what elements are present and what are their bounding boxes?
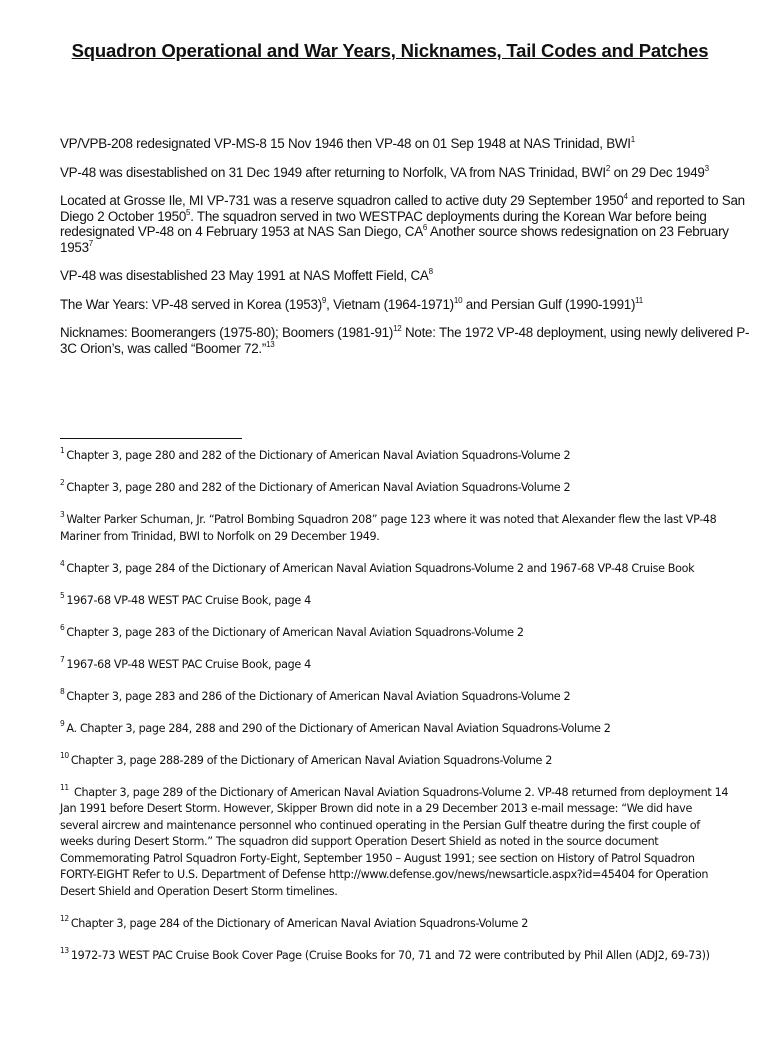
text-run: Another source shows redesignation on 23 February 1953 bbox=[60, 224, 729, 255]
footnote-text: Walter Parker Schuman, Jr. “Patrol Bombing Squadron 208” page 123 where it was noted that Alexander flew the last VP-48 Mariner from Trinidad, BWI to Norfolk on 29 December 1949. bbox=[60, 513, 717, 543]
paragraph-grosse-ile bbox=[60, 193, 750, 255]
text-run: on 29 Dec 1949 bbox=[610, 164, 705, 180]
footnote-ref: 7 bbox=[88, 238, 93, 248]
footnote-ref: 13 bbox=[266, 339, 275, 349]
footnote-text: Chapter 3, page 280 and 282 of the Dictionary of American Naval Aviation Squadrons-Volume 2 bbox=[66, 449, 571, 462]
footnote-text: 1972-73 WEST PAC Cruise Book Cover Page (Cruise Books for 70, 71 and 72 were contributed by Phil Allen (ADJ2, 69-73)) bbox=[70, 948, 710, 962]
footnote-ref: 8 bbox=[428, 267, 433, 276]
footnote-number: 7 bbox=[60, 654, 65, 664]
text-run: VP-48 was disestablished 23 May 1991 at NAS Moffett Field, CA bbox=[60, 268, 429, 283]
footnote-ref: 9 bbox=[321, 295, 327, 305]
footnote-ref: 10 bbox=[453, 295, 463, 305]
text-run: Note: The 1972 VP-48 deployment, using newly delivered P-3C Orion’s, was called “Boomer 72.” bbox=[60, 325, 750, 356]
footnote-divider bbox=[60, 438, 242, 439]
footnote bbox=[60, 686, 730, 706]
footnote bbox=[60, 654, 730, 674]
footnote bbox=[60, 913, 730, 933]
text-run: The War Years: VP-48 served in Korea (1953) bbox=[60, 296, 322, 312]
paragraph-disestablished-1949 bbox=[60, 165, 750, 181]
footnote bbox=[60, 945, 730, 965]
footnote-number: 9 bbox=[60, 718, 65, 728]
footnote-text: A. Chapter 3, page 284, 288 and 290 of the Dictionary of American Naval Aviation Squadrons-Volume 2 bbox=[66, 721, 611, 735]
text-run: VP-48 was disestablished on 31 Dec 1949 after returning to Norfolk, VA from NAS Trinidad, BWI bbox=[60, 164, 606, 180]
footnote-text: Chapter 3, page 283 and 286 of the Dictionary of American Naval Aviation Squadrons-Volume 2 bbox=[66, 689, 571, 703]
footnote-number: 3 bbox=[60, 510, 65, 519]
footnote-number: 1 bbox=[60, 446, 65, 455]
footnote bbox=[60, 622, 730, 642]
text-run: and reported to San Diego 2 October 1950 bbox=[60, 193, 745, 224]
footnote-ref: 2 bbox=[605, 163, 611, 173]
footnote-text: Chapter 3, page 284 of the Dictionary of American Naval Aviation Squadrons-Volume 2 and 1967-68 VP-48 Cruise Book bbox=[66, 561, 695, 575]
footnote-number: 5 bbox=[60, 590, 65, 600]
text-run: . The squadron served in two WESTPAC deployments during the Korean War before being redesignated VP-48 on 4 February 1953 at NAS San Diego, CA bbox=[60, 208, 707, 239]
paragraph-redesignation bbox=[60, 136, 750, 152]
footnote-text: 1967-68 VP-48 WEST PAC Cruise Book, page 4 bbox=[66, 657, 311, 671]
footnote-number: 12 bbox=[60, 913, 69, 923]
footnote-number: 8 bbox=[60, 686, 65, 696]
body-text bbox=[60, 136, 750, 369]
footnote bbox=[60, 512, 730, 545]
footnote-number: 11 bbox=[60, 782, 69, 792]
footnote-list bbox=[60, 448, 730, 980]
text-run: and Persian Gulf (1990-1991) bbox=[462, 296, 636, 312]
text-run: , Vietnam (1964-1971) bbox=[326, 296, 454, 312]
footnote bbox=[60, 750, 730, 770]
paragraph-nicknames bbox=[60, 325, 750, 356]
footnote-ref: 4 bbox=[623, 192, 628, 201]
footnote-number: 10 bbox=[60, 750, 69, 760]
footnote-ref: 11 bbox=[635, 295, 643, 305]
footnote-ref: 5 bbox=[186, 207, 191, 217]
text-run: Located at Grosse Ile, MI VP-731 was a reserve squadron called to active duty 29 September 1950 bbox=[60, 193, 624, 208]
footnote-ref: 6 bbox=[422, 223, 428, 232]
footnote-text: Chapter 3, page 280 and 282 of the Dictionary of American Naval Aviation Squadrons-Volume 2 bbox=[66, 481, 571, 494]
footnote-ref: 12 bbox=[393, 324, 402, 333]
footnote-ref: 3 bbox=[704, 163, 709, 173]
page-title: Squadron Operational and War Years, Nicknames, Tail Codes and Patches bbox=[71, 40, 709, 61]
footnote-text: Chapter 3, page 288-289 of the Dictionary of American Naval Aviation Squadrons-Volume 2 bbox=[70, 753, 552, 767]
footnote-number: 2 bbox=[60, 478, 65, 487]
footnote bbox=[60, 558, 730, 578]
footnote bbox=[60, 718, 730, 738]
footnote-number: 13 bbox=[60, 945, 69, 955]
footnote-ref: 1 bbox=[630, 135, 635, 144]
footnote-text: Chapter 3, page 284 of the Dictionary of American Naval Aviation Squadrons-Volume 2 bbox=[70, 916, 529, 930]
footnote bbox=[60, 448, 730, 465]
footnote-number: 6 bbox=[60, 622, 65, 632]
footnote bbox=[60, 782, 730, 901]
footnote bbox=[60, 480, 730, 497]
text-run: VP/VPB-208 redesignated VP-MS-8 15 Nov 1946 then VP-48 on 01 Sep 1948 at NAS Trinidad, BWI bbox=[60, 136, 631, 151]
paragraph-disestablished-1991 bbox=[60, 268, 750, 284]
footnote-text: Chapter 3, page 289 of the Dictionary of American Naval Aviation Squadrons-Volume 2. VP-48 returned from deployment 14 Jan 1991 before Desert Storm. However, Skipper Brown did note in a 29 December 2013 e-mail message: “We did have several aircrew and maintenance personnel who continued operating in the Persian Gulf theatre during the first couple of weeks during Desert Storm.” The squadron did support Operation Desert Shield as noted in the source document Commemorating Patrol Squadron Forty-Eight, September 1950 – August 1991; see section on History of Patrol Squadron FORTY-EIGHT Refer to U.S. Department of Defense http://www.defense.gov/news/newsarticle.aspx?id=45404 for Operation Desert Shield and Operation Desert Storm timelines. bbox=[60, 785, 729, 898]
footnote-text: Chapter 3, page 283 of the Dictionary of American Naval Aviation Squadrons-Volume 2 bbox=[66, 625, 524, 639]
footnote-text: 1967-68 VP-48 WEST PAC Cruise Book, page 4 bbox=[66, 593, 311, 607]
text-run: Nicknames: Boomerangers (1975-80); Boomers (1981-91) bbox=[60, 325, 394, 340]
paragraph-war-years bbox=[60, 297, 750, 313]
footnote-number: 4 bbox=[60, 558, 65, 568]
footnote bbox=[60, 590, 730, 610]
